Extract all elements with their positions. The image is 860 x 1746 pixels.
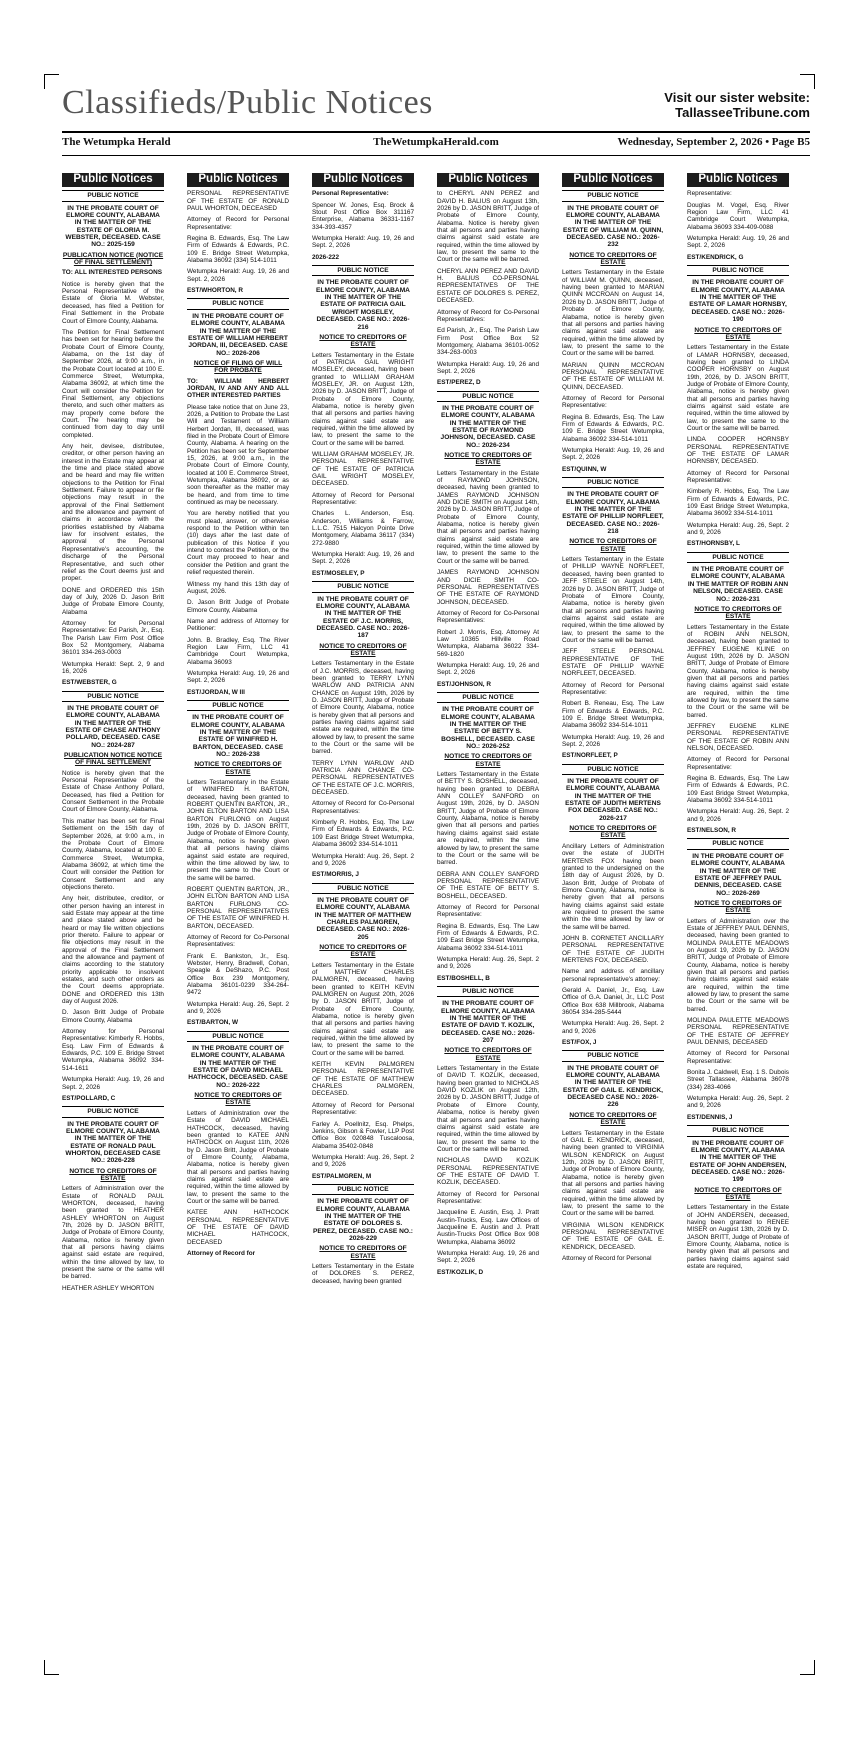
notice-paragraph: Ancillary Letters of Administration over the estate of JUDITH MERTENS FOX having been granted to the undersigned on the 18th day of August 2026, by D. Jason Britt, Judge of Probate of Elmore County, Alabama, notice is hereby given that all persons having claims against said estate are required to present the same within the time allowed by law or the same will be barred. (562, 842, 664, 931)
notice-paragraph: Attorney of Record for Personal Representative: (187, 216, 289, 231)
notice-paragraph: John. B. Bradley, Esq. The River Region Law Firm, LLC 41 Cambridge Court Wetumpka, Alabama 36093 (187, 636, 289, 666)
notice-paragraph: Attorney of Record for Personal Representative: (687, 469, 789, 485)
notice-paragraph: ROBERT QUENTIN BARTON, JR., JOHN ELTON BARTON AND LISA BARTON FURLONG CO-PERSONAL REPRESENTATIVES OF THE ESTATE OF WINIFRED H. BARTON, DECEASED. (187, 885, 289, 930)
notice-subtitle: PUBLICATION NOTICE NOTICE OF FINAL SETTLEMENT (63, 752, 163, 767)
notice-label: PUBLIC NOTICE (687, 552, 789, 563)
notice-subtitle: PUBLICATION NOTICE (NOTICE OF FINAL SETTLEMENT) (62, 251, 164, 267)
notice-paragraph: Please take notice that on June 23, 2026, a Petition to Probate the Last Will and Testament of William Herbert Jordan, III, deceased, was filed in the Probate Court of Elmore County, Alabama. A hearing on the Petition has been set for September 15, 2026, at 9:00 a.m., in the Probate Court of Elmore County, located at 100 E. Commerce Street, Wetumpka, Alabama 36092, or as soon thereafter as the matter may be heard, and from time to time continued as may be necessary. (187, 403, 289, 507)
notice-paragraph: Attorney of Record for Co-Personal Representatives: (187, 933, 289, 949)
notice-paragraph: Witness my hand this 13th day of August, 2026. (187, 580, 289, 595)
notice-paragraph: Farley A. Poellnitz, Esq. Phelps, Jenkins, Gibson & Fowler, LLP Post Office Box 020848 Tuscaloosa, Alabama 35402-0848 (312, 1120, 414, 1150)
notice-paragraph: WILLIAM GRAHAM MOSELEY, JR. PERSONAL REPRESENTATIVE OF THE ESTATE OF PATRICIA GAIL WRIGHT MOSELEY, DECEASED. (312, 451, 414, 488)
notice-paragraph: MOLINDA PAULETTE MEADOWS PERSONAL REPRESENTATIVE OF THE ESTATE OF JEFFREY PAUL DENNIS, DECEASED (687, 1017, 789, 1047)
notice-paragraph: Ed Parish, Jr., Esq. The Parish Law Firm Post Office Box 52 Montgomery, Alabama 36101-0052 334-263-0003 (437, 327, 539, 357)
notice-label: PUBLIC NOTICE (312, 581, 414, 592)
notice-paragraph: Attorney of Record for Co-Personal Representatives: (312, 800, 414, 815)
notice-paragraph: TERRY LYNN WARLOW AND PATRICIA ANN CHANCE CO-PERSONAL REPRESENTATIVES OF THE ESTATE OF J.C. MORRIS, DECEASED. (312, 759, 414, 797)
notice-code: EST/HORNSBY, L (687, 540, 740, 548)
notice-paragraph: Kimberly R. Hobbs, Esq. The Law Firm of Edwards & Edwards, P.C. 109 East Bridge Street Wetumpka, Alabama 36092 334-514-1011 (687, 488, 789, 518)
notice-label: PUBLIC NOTICE (187, 298, 289, 309)
notice-subtitle: NOTICE TO CREDITORS OF ESTATE (444, 452, 532, 467)
notice-paragraph: Attorney of Record for Personal (562, 1255, 652, 1262)
notice-label: PUBLIC NOTICE (312, 265, 414, 276)
court-caption: IN THE PROBATE COURT OF ELMORE COUNTY, ALABAMA IN THE MATTER OF THE ESTATE OF RONALD PAUL WHORTON, DECEASED CASE NO.: 2026-228 (65, 1120, 161, 1165)
notice-code: EST/WHORTON, R (187, 287, 243, 295)
notice-column-2 (187, 173, 289, 1643)
column-header: Public Notices (562, 173, 664, 187)
crop-mark-top-left (44, 74, 59, 89)
notice-column-6 (687, 173, 789, 1643)
notice-code: EST/MOSELEY, P (312, 569, 365, 577)
notice-code: EST/WEBSTER, G (62, 679, 117, 687)
notice-paragraph: Wetumpka Herald: Aug. 19, 26 and Sept. 2, 2026 (62, 1076, 164, 1091)
notice-code: Personal Representative: (312, 190, 389, 198)
notice-label: PUBLIC NOTICE (437, 986, 539, 997)
notice-paragraph: Wetumpka Herald: Aug. 26, Sept. 2 and 9, 2026 (687, 808, 789, 823)
date-and-page: Wednesday, September 2, 2026 • Page B5 (617, 136, 810, 148)
notice-paragraph: PERSONAL REPRESENTATIVE OF THE ESTATE OF RONALD PAUL WHORTON, DECEASED (187, 190, 289, 213)
notice-paragraph: Name and address of Attorney for Petitioner: (187, 617, 289, 633)
column-header: Public Notices (687, 173, 789, 187)
notice-paragraph: You are hereby notified that you must plead, answer, or otherwise respond to the Petition within ten (10) days after the last date of publication of this Notice if you intend to contest the Petition, or the Court may proceed to hear and consider the Petition and grant the relief requested therein. (187, 510, 289, 577)
notice-code: EST/QUINN, W (562, 465, 607, 473)
notice-subtitle: NOTICE TO CREDITORS OF ESTATE (319, 333, 407, 349)
notice-subtitle: NOTICE TO CREDITORS OF ESTATE (569, 538, 657, 553)
notice-paragraph: Wetumpka Herald: Aug. 26, Sept. 2 and 9, 2026 (312, 852, 414, 867)
notice-subtitle: NOTICE TO CREDITORS OF ESTATE (569, 251, 657, 267)
notice-subtitle: NOTICE TO CREDITORS OF ESTATE (319, 642, 407, 657)
notice-paragraph: Letters Testamentary in the Estate of JOHN ANDERSEN, deceased, having been granted to RENEE MISER on August 13th, 2026 by D. JASON BRITT, Judge of Probate of Elmore County, Alabama, notice is hereby given that all persons and parties having claims against said estate are required, (687, 1204, 789, 1270)
notice-paragraph: to CHERYL ANN PEREZ and DAVID H. BALIUS on August 13th, 2026 by D. JASON BRITT, Judge of Probate of Elmore County, Alabama. Notice is hereby given that all persons and parties having claims against said estate are required, within the time allowed by law, to present the same to the Court or the same will be barred. (437, 190, 539, 264)
notice-paragraph: JEFF STEELE PERSONAL REPRESENTATIVE OF THE ESTATE OF PHILLIP WAYNE NORFLEET, DECEASED. (562, 648, 664, 678)
notice-code: TO: WILLIAM HERBERT JORDAN, IV AND ANY AND ALL OTHER INTERESTED PARTIES (187, 377, 289, 400)
top-rule (62, 131, 810, 133)
notice-paragraph: Wetumpka Herald: Aug. 19, 26 and Sept. 2, 2026 (312, 551, 414, 566)
notice-paragraph: JOHN B. CORNETET ANCILLARY PERSONAL REPRESENTATIVE OF THE ESTATE OF JUDITH MERTENS FOX, DECEASED. (562, 934, 664, 964)
notice-paragraph: Letters Testamentary in the Estate of DAVID T. KOZLIK, deceased, having been granted to NICHOLAS DAVID KOZLIK on August 12th, 2026 by D. JASON BRITT, Judge of Probate of Elmore County, Alabama, notice is hereby given that all persons and parties having claims against said estate are required, within the time allowed by law, to present the same to the Court or the same will be barred. (437, 1065, 539, 1153)
notice-label: PUBLIC NOTICE (687, 1125, 789, 1136)
paper-website: TheWetumpkaHerald.com (373, 136, 499, 148)
notice-subtitle: NOTICE TO CREDITORS OF ESTATE (69, 1167, 157, 1182)
notice-paragraph: Attorney of Record for Personal Representative: (312, 1101, 414, 1117)
notice-label: PUBLIC NOTICE (62, 190, 164, 201)
notice-paragraph: Letters Testamentary in the Estate of WINIFRED H. BARTON, deceased, having been granted to ROBERT QUENTIN BARTON, JR., JOHN ELTON BARTON AND LISA BARTON FURLONG on August 19th, 2026 by D. JASON BRITT, Judge of Probate of Elmore County, Alabama, notice is hereby given that all persons having claims against said estate are required, within the time allowed by law, to present the same to the Court or the same will be barred. (187, 779, 289, 882)
notice-paragraph: Letters Testamentary in the Estate of J.C. MORRIS, deceased, having been granted to TERRY LYNN WARLOW AND PATRICIA ANN CHANCE on August 19th, 2026 by D. JASON BRITT, Judge of Probate of Elmore County, Alabama, notice is hereby given that all persons and parties having claims against said estate are required, within the time allowed by law, to present the same to the Court or the same will be barred. (312, 660, 414, 756)
court-caption: IN THE PROBATE COURT OF ELMORE COUNTY, ALABAMA IN THE MATTER OF THE ESTATE OF RAYMOND JOHNSON, DECEASED. CASE NO.: 2026-234 (440, 404, 536, 449)
notice-label: PUBLIC NOTICE (562, 477, 664, 488)
notice-paragraph: Any heir, devisee, distributee, creditor, or other person having an interest in the Estate may appear at the time and place stated above and be heard and may file written objections to the Petition for Final Settlement. Failure to appear or file objections may result in the approval of the Final Settlement and the allowance and payment of claims in accordance with the priorities established by Alabama law for insolvent estates, the approval of the Personal Representative's accounting, the discharge of the Personal Representative, and such other relief as the Court deems just and proper. (62, 443, 164, 583)
notice-paragraph: Wetumpka Herald: Sept. 2, 9 and 16, 2026 (62, 660, 164, 675)
notice-code: EST/NELSON, R (687, 827, 737, 835)
notice-paragraph: Attorney of Record for Personal Representative: (437, 903, 539, 919)
notice-column-4 (437, 173, 539, 1643)
notice-paragraph: Attorney of Record for Co-Personal Representatives: (437, 308, 539, 323)
notice-paragraph: Notice is hereby given that the Personal Representative of the Estate of Chase Anthony Pollard, Deceased, has filed a Petition for Consent Settlement in the Probate Court of Elmore County, Alabama. (62, 769, 164, 814)
notice-paragraph: Wetumpka Herald: Aug. 19, 26 and Sept. 2, 2026 (437, 1250, 539, 1265)
court-caption: IN THE PROBATE COURT OF ELMORE COUNTY, ALABAMA IN THE MATTER OF THE ESTATE OF PATRICIA GAIL WRIGHT MOSELEY, DECEASED. CASE NO.: 2026-216 (316, 279, 410, 331)
folio-rule (62, 155, 810, 156)
notice-code: EST/NORFLEET, P (562, 752, 618, 760)
notice-paragraph: Letters Testamentary in the Estate of GAIL E. KENDRICK, deceased, having been granted to VIRGINIA WILSON KENDRICK on August 12th, 2026 by D. JASON BRITT, Judge of Probate of Elmore County, Alabama, notice is hereby given that all persons and parties having claims against said estate are required, within the time allowed by law, to present the same to the Court or the same will be barred. (562, 1129, 664, 1218)
notice-paragraph: Wetumpka Herald: Aug. 19, 26 and Sept. 2, 2026 (312, 235, 414, 250)
notice-paragraph: Letters of Administration over the Estate of DAVID MICHAEL HATHCOCK, deceased, having been granted to KATEE ANN HATHCOCK on August 11th, 2026 by D. Jason Britt, Judge of Probate of Elmore County, Alabama, Alabama, notice is hereby given that all persons and parties having claims against said estate are required, within the time allowed by law, to present the same to the Court or the same will be barred. (187, 1109, 289, 1205)
notice-subtitle: NOTICE TO CREDITORS OF ESTATE (569, 825, 657, 840)
notice-paragraph: Regina B. Edwards, Esq. The Law Firm of Edwards & Edwards, P.C. 109 E. Bridge Street Wetumpka, Alabama 36092 334-514-1011 (562, 413, 664, 443)
notice-paragraph: The Petition for Final Settlement has been set for hearing before the Probate Court of Elmore County, Alabama, on the 1st day of September 2026, at 9:00 a.m., in the Probate Court located at 100 E. Commerce Street, Wetumpka, Alabama 36092, at which time the Court will consider the Petition for Final Settlement, any objections thereto, and such other matters as may properly come before the Court. The hearing may be continued from day to day until completed. (62, 328, 164, 439)
notice-paragraph: KATEE ANN HATHCOCK PERSONAL REPRESENTATIVE OF THE ESTATE OF DAVID MICHAEL HATHCOCK, DECEASED (187, 1209, 289, 1246)
notice-label: PUBLIC NOTICE (562, 1050, 664, 1061)
notice-code: 2026-222 (312, 253, 340, 261)
notice-code: EST/DENNIS, J (687, 1113, 733, 1121)
notice-paragraph: Regina B. Edwards, Esq. The Law Firm of Edwards & Edwards, P.C. 109 East Bridge Street Wetumpka, Alabama 36092 334-514-1011 (437, 922, 539, 952)
notice-paragraph: DEBRA ANN COLLEY SANFORD PERSONAL REPRESENTATIVE OF THE ESTATE OF BETTY S. BOSHELL, DECEASED. (437, 870, 539, 900)
court-caption: IN THE PROBATE COURT OF ELMORE COUNTY, ALABAMA IN THE MATTER OF THE ESTATE OF DAVID MICHAEL HATHCOCK, DECEASED. CASE NO.: 2026-222 (188, 1045, 288, 1089)
notice-code: EST/POLLARD, C (62, 1094, 116, 1102)
notice-label: PUBLIC NOTICE (562, 764, 664, 775)
folio-line (62, 136, 810, 152)
notice-label: PUBLIC NOTICE (687, 838, 789, 849)
notice-paragraph: D. Jason Britt Judge of Probate Elmore County, Alabama (187, 599, 289, 614)
promo-site: TallasseeTribune.com (675, 105, 810, 120)
notice-paragraph: Wetumpka Herald: Aug. 26, Sept. 2 and 9, 2026 (312, 1153, 414, 1169)
notice-column-5 (562, 173, 664, 1643)
crop-mark-bottom-right (800, 1660, 815, 1675)
notice-code: EST/BOSHELL, B (437, 974, 490, 982)
notice-paragraph: Wetumpka Herald: Aug. 19, 26 and Sept. 2, 2026 (562, 447, 664, 462)
column-header: Public Notices (437, 173, 539, 187)
court-caption: IN THE PROBATE COURT OF ELMORE COUNTY, ALABAMA IN THE MATTER OF THE ESTATE OF JEFFREY PAUL DENNIS, DECEASED. CASE NO.: 2026-269 (691, 852, 785, 897)
notice-code: EST/JOHNSON, R (437, 680, 491, 688)
notice-paragraph: Gerald A. Daniel, Jr., Esq. Law Office of G.A. Daniel, Jr., LLC Post Office Box 638 Millbrook, Alabama 36054 334-285-5444 (562, 987, 664, 1017)
crop-mark-top-right (800, 74, 815, 89)
notice-paragraph: CHERYL ANN PEREZ AND DAVID H. BALIUS CO-PERSONAL REPRESENTATIVES OF THE ESTATE OF DOLORES S. PEREZ, DECEASED. (437, 267, 539, 305)
court-caption: IN THE PROBATE COURT OF ELMORE COUNTY, ALABAMA IN THE MATTER OF THE ESTATE OF WILLIAM HERBERT JORDAN, III, DECEASED. CASE NO.: 2026-206 (188, 312, 288, 357)
notice-subtitle: NOTICE OF FILING OF WILL FOR PROBATE (193, 359, 283, 375)
notice-code: EST/PEREZ, D (437, 379, 481, 387)
court-caption: IN THE PROBATE COURT OF ELMORE COUNTY, ALABAMA IN THE MATTER OF THE ESTATE OF WINIFRED H. BARTON, DECEASED. CASE NO.: 2026-238 (191, 714, 285, 759)
notice-paragraph: Wetumpka Herald: Aug. 26, Sept. 2 and 9, 2026 (687, 1095, 789, 1110)
notice-label: PUBLIC NOTICE (187, 700, 289, 711)
court-caption: IN THE PROBATE COURT OF ELMORE COUNTY, ALABAMA IN THE MATTER OF THE ESTATE OF DAVID T. KOZLIK, DECEASED. CASE NO.: 2026-207 (441, 1000, 535, 1045)
notice-paragraph: Letters Testamentary in the Estate of DOLORES S. PEREZ, deceased, having been granted (312, 1263, 414, 1285)
notice-subtitle: NOTICE TO CREDITORS OF ESTATE (694, 1186, 782, 1201)
notice-paragraph: Attorney of Record for Personal Representative: (687, 1050, 789, 1065)
notice-paragraph: Wetumpka Herald: Aug. 26, Sept. 2 and 9, 2026 (562, 1020, 664, 1035)
notice-label: PUBLIC NOTICE (312, 1184, 414, 1195)
masthead (62, 84, 810, 122)
notice-paragraph: JEFFREY EUGENE KLINE PERSONAL REPRESENTATIVE OF THE ESTATE OF ROBIN ANN NELSON, DECEASED. (687, 723, 789, 753)
column-header: Public Notices (312, 173, 414, 187)
notice-code: EST/KOZLIK, D (437, 1268, 484, 1276)
notice-subtitle: NOTICE TO CREDITORS OF ESTATE (569, 1111, 657, 1127)
notice-paragraph: Attorney of Record for Personal Representative: (687, 756, 789, 771)
notice-paragraph: Letters of Administration over the Estate of RONALD PAUL WHORTON, deceased, having been granted to HEATHER ASHLEY WHORTON on August 7th, 2026 by D. JASON BRITT, Judge of Probate of Elmore County, Alabama, notice is hereby given that all persons having claims against said estate are required, within the time allowed by law, to present the same or the same will be barred. (62, 1185, 164, 1281)
notice-paragraph: Attorney of Record for Personal Representative: (562, 394, 664, 410)
notice-column-3 (312, 173, 414, 1643)
notice-paragraph: Letters Testamentary in the Estate of WILLIAM M. QUINN, deceased, having been granted to MARIAN QUINN MCCROAN on August 14, 2026 by D. JASON BRITT, Judge of Probate of Elmore County, Alabama, notice is hereby given that all persons and parties having claims against said estate are required, within the time allowed by law, to present the same to the Court or the same will be barred. (562, 269, 664, 358)
court-caption: IN THE PROBATE COURT OF ELMORE COUNTY, ALABAMA IN THE MATTER OF ROBIN ANN NELSON, DECEASED. CASE NO.: 2026-231 (687, 566, 789, 603)
court-caption: IN THE PROBATE COURT OF ELMORE COUNTY, ALABAMA IN THE MATTER OF THE ESTATE OF J.C. MORRIS, DECEASED. CASE NO.: 2026-187 (316, 595, 410, 640)
notice-paragraph: Douglas M. Vogel, Esq. River Region Law Firm, LLC 41 Cambridge Court Wetumpka, Alabama 36093 334-409-0088 (687, 201, 789, 231)
notice-paragraph: VIRGINIA WILSON KENDRICK PERSONAL REPRESENTATIVE OF THE ESTATE OF GAIL E. KENDRICK, DECEASED. (562, 1221, 664, 1251)
notice-paragraph: JAMES RAYMOND JOHNSON AND DICIE SMITH CO-PERSONAL REPRESENTATIVES OF THE ESTATE OF RAYMOND JOHNSON, DECEASED. (437, 569, 539, 606)
court-caption: IN THE PROBATE COURT OF ELMORE COUNTY, ALABAMA IN THE MATTER OF THE ESTATE OF DOLORES S. PEREZ, DECEASED. CASE NO.: 2026-229 (312, 1198, 414, 1242)
notice-paragraph: Robert J. Morris, Esq. Attorney At Law 10365 Hillville Road Wetumpka, Alabama 36022 334-569-1820 (437, 628, 539, 658)
notice-paragraph: KEITH KEVIN PALMGREN PERSONAL REPRESENTATIVE OF THE ESTATE OF MATTHEW CHARLES PALMGREN, DECEASED. (312, 1061, 414, 1098)
paper-name: The Wetumpka Herald (62, 136, 171, 148)
notice-paragraph: DONE and ORDERED this 15th day of July, 2026 D. Jason Britt Judge of Probate Elmore County, Alabama (62, 586, 164, 616)
notice-paragraph: LINDA COOPER HORNSBY PERSONAL REPRESENTATIVE OF THE ESTATE OF LAMAR HORNSBY, DECEASED. (687, 436, 789, 466)
crop-mark-bottom-left (44, 1660, 59, 1675)
notice-subtitle: NOTICE TO CREDITORS OF ESTATE (194, 1092, 282, 1107)
court-caption: IN THE PROBATE COURT OF ELMORE COUNTY, ALABAMA IN THE MATTER OF MATTHEW CHARLES PALMGREN, DECEASED. CASE NO.: 2026-205 (314, 896, 412, 941)
notice-paragraph: Letters of Administration over the Estate of JEFFREY PAUL DENNIS, deceased, having been granted to MOLINDA PAULETTE MEADOWS on August 19, 2026 by D. JASON BRITT, Judge of Probate of Elmore County, Alabama, notice is hereby given that all persons and parties having claims against said estate are required, within the time allowed by law, to present the same to the Court or the same will be barred. (687, 917, 789, 1013)
notice-code: EST/JORDAN, W III (187, 688, 245, 696)
notice-paragraph: Wetumpka Herald: Aug. 19, 26 and Sept. 2, 2026 (437, 360, 539, 375)
notice-paragraph: Letters Testamentary in the Estate of PHILLIP WAYNE NORFLEET, deceased, having been granted to JEFF STEELE on August 14th, 2026 by D. JASON BRITT, Judge of Probate of Elmore County, Alabama, notice is hereby given that all persons and parties having claims against said estate are required, within the time allowed by law, to present the same to the Court or the same will be barred. (562, 556, 664, 644)
notice-paragraph: Attorney of Record for Personal Representative: (562, 681, 664, 696)
notice-paragraph: NICHOLAS DAVID KOZLIK PERSONAL REPRESENTATIVE OF THE ESTATE OF DAVID T. KOZLIK, DECEASED. (437, 1157, 539, 1187)
notice-code: EST/FOX, J (562, 1039, 597, 1047)
notice-paragraph: Spencer W. Jones, Esq. Brock & Stout Post Office Box 311167 Enterprise, Alabama 36331-1167 334-393-4357 (312, 201, 414, 231)
court-caption: IN THE PROBATE COURT OF ELMORE COUNTY, ALABAMA IN THE MATTER OF THE ESTATE OF JOHN ANDERSEN, DECEASED. CASE NO.: 2026-199 (689, 1139, 787, 1184)
notice-paragraph: Notice is hereby given that the Personal Representative of the Estate of Gloria M. Webster, deceased, has filed a Petition for Final Settlement in the Probate Court of Elmore County, Alabama. (62, 280, 164, 325)
notice-paragraph: Regina B. Edwards, Esq. The Law Firm of Edwards & Edwards, P.C. 109 E. Bridge Street Wetumpka, Alabama 36092 (334) 514-1011 (187, 235, 289, 265)
notice-paragraph: Wetumpka Herald: Aug. 19, 26 and Sept. 2, 2026 (187, 268, 289, 283)
notice-paragraph: Charles L. Anderson, Esq. Anderson, Williams & Farrow, L.L.C. 7515 Halcyon Pointe Drive Montgomery, Alabama 36117 (334) 272-9880 (312, 510, 414, 547)
notice-paragraph: Name and address of ancillary personal representative's attorney: (562, 968, 664, 983)
notice-paragraph: Representative: (687, 190, 732, 198)
notice-paragraph: Attorney of Record for Co-Personal Representatives: (437, 609, 539, 625)
notice-paragraph: Letters Testamentary in the Estate of BETTY S. BOSHELL, deceased, having been granted to DEBRA ANN COLLEY SANFORD on August 19th, 2026, by D. JASON BRITT, Judge of Probate of Elmore County, Alabama, notice is hereby given that all persons and parties having claims against said estate are required, within the time allowed by law, to present the same to the Court or the same will be barred. (437, 771, 539, 867)
court-caption: IN THE PROBATE COURT OF ELMORE COUNTY, ALABAMA IN THE MATTER OF THE ESTATE OF JUDITH MERTENS FOX DECEASED. CASE NO.: 2026-217 (565, 778, 661, 822)
notice-label: PUBLIC NOTICE (562, 190, 664, 201)
notice-label: PUBLIC NOTICE (312, 883, 414, 894)
notice-paragraph: Robert B. Reneau, Esq. The Law Firm of Edwards & Edwards, P.C. 109 E. Bridge Street Wetumpka, Alabama 36092 334-514-1011 (562, 700, 664, 730)
notice-code: Attorney of Record for (187, 1250, 256, 1257)
notice-paragraph: Letters Testamentary in the Estate of ROBIN ANN NELSON, deceased, having been granted to JEFFREY EUGENE KLINE on August 19th, 2026 by D. JASON BRITT, Judge of Probate of Elmore County, Alabama, notice is hereby given that all persons and parties having claims against said estate are required, within the time allowed by law, to present the same to the Court or the same will be barred. (687, 623, 789, 719)
notice-paragraph: HEATHER ASHLEY WHORTON (62, 1284, 154, 1292)
court-caption: IN THE PROBATE COURT OF ELMORE COUNTY, ALABAMA IN THE MATTER OF THE ESTATE OF GLORIA M. WEBSTER, DECEASED. CASE NO.: 2025-159 (65, 204, 161, 249)
notice-paragraph: Letters Testamentary in the Estate of MATTHEW CHARLES PALMGREN, deceased, having been granted to KEITH KEVIN PALMGREN on August 20th, 2026 by D. JASON BRITT, Judge of Probate of Elmore County, Alabama, notice is hereby given that all persons and parties having claims against said estate are required, within the time allowed by law, to present the same to the Court or the same will be barred. (312, 961, 414, 1057)
notice-subtitle: NOTICE TO CREDITORS OF ESTATE (694, 605, 782, 621)
sister-site-promo (664, 90, 810, 120)
notice-subtitle: NOTICE TO CREDITORS OF ESTATE (694, 326, 782, 341)
notice-paragraph: Letters Testamentary in the Estate of LAMAR HORNSBY, deceased, having been granted to LINDA COOPER HORNSBY on August 19th, 2026, by D. JASON BRITT, Judge of Probate of Elmore County, Alabama, notice is hereby given that all persons and parties having claims against said estate are required, within the time allowed by law, to present the same to the Court or the same will be barred. (687, 344, 789, 432)
notice-paragraph: Letters Testamentary in the Estate of PATRICIA GAIL WRIGHT MOSELEY, deceased, having been granted to WILLIAM GRAHAM MOSELEY, JR. on August 12th, 2026 by D. JASON BRITT, Judge of Probate of Elmore County, Alabama, notice is hereby given that all persons and parties having claims against said estate are required, within the time allowed by law, to present the same to the Court or the same will be barred. (312, 351, 414, 447)
notice-subtitle: NOTICE TO CREDITORS OF ESTATE (319, 1245, 407, 1260)
court-caption: IN THE PROBATE COURT OF ELMORE COUNTY, ALABAMA IN THE MATTER OF THE ESTATE OF GAIL E. KENDRICK, DECEASED CASE NO.: 2026-226 (562, 1064, 663, 1109)
notice-label: PUBLIC NOTICE (62, 691, 164, 702)
notice-paragraph: Letters Testamentary in the Estate of RAYMOND JOHNSON, deceased, having been granted to JAMES RAYMOND JOHNSON AND DICIE SMITH on August 14th, 2026 by D. JASON BRITT, Judge of Probate of Elmore County, Alabama, notice is hereby given that all persons and parties having claims against said estate are required, within the time allowed by law, to present the same to the Court or the same will be barred. (437, 469, 539, 565)
notice-paragraph: This matter has been set for Final Settlement on the 15th day of September 2026, at 9:00 a.m., in the Probate Court of Elmore County, Alabama, located at 100 E. Commerce Street, Wetumpka, Alabama 36092, at which time the Court will consider the Petition for Consent Settlement and any objections thereto. (62, 817, 164, 891)
notice-paragraph: Regina B. Edwards, Esq. The Law Firm of Edwards & Edwards, P.C. 109 East Bridge Street Wetumpka, Alabama 36092 334-514-1011 (687, 775, 789, 805)
notice-paragraph: Wetumpka Herald: Aug. 19, 26 and Sept. 2, 2026 (187, 669, 289, 685)
notice-subtitle: NOTICE TO CREDITORS OF ESTATE (444, 1047, 532, 1062)
court-caption: IN THE PROBATE COURT OF ELMORE COUNTY, ALABAMA IN THE MATTER OF THE ESTATE OF CHASE ANTHONY POLLARD, DECEASED. CASE NO.: 2024-287 (65, 705, 161, 749)
notice-subtitle: NOTICE TO CREDITORS OF ESTATE (194, 761, 282, 776)
notice-label: PUBLIC NOTICE (687, 265, 789, 276)
notice-subtitle: NOTICE TO CREDITORS OF ESTATE (319, 943, 407, 959)
notice-paragraph: Wetumpka Herald: Aug. 19, 26 and Sept. 2, 2026 (437, 661, 539, 677)
notice-paragraph: Jacqueline E. Austin, Esq. J. Pratt Austin-Trucks, Esq. Law Offices of Jacqueline E. Austin and J. Pratt Austin-Trucks Post Office Box 908 Wetumpka, Alabama 36092 (437, 1209, 539, 1246)
notice-paragraph: Kimberly R. Hobbs, Esq. The Law Firm of Edwards & Edwards, P.C. 109 East Bridge Street Wetumpka, Alabama 36092 334-514-1011 (312, 819, 414, 849)
notice-label: PUBLIC NOTICE (437, 692, 539, 703)
notice-paragraph: Wetumpka Herald: Aug. 19, 26 and Sept. 2, 2026 (687, 235, 789, 250)
notice-code: EST/MORRIS, J (312, 871, 359, 879)
notice-paragraph: MARIAN QUINN MCCROAN PERSONAL REPRESENTATIVE OF THE ESTATE OF WILLIAM M. QUINN, DECEASED. (562, 361, 664, 391)
notice-code: EST/KENDRICK, G (687, 253, 744, 261)
column-header: Public Notices (187, 173, 289, 187)
notice-paragraph: Attorney of Record for Personal Representative: (312, 491, 414, 507)
court-caption: IN THE PROBATE COURT OF ELMORE COUNTY, ALABAMA IN THE MATTER OF THE ESTATE OF WILLIAM M. QUINN, DECEASED. CASE NO.: 2026-232 (562, 204, 664, 249)
promo-line: Visit our sister website: (664, 90, 810, 105)
column-header: Public Notices (62, 173, 164, 187)
notice-code: EST/BARTON, W (187, 1019, 239, 1027)
notice-label: PUBLIC NOTICE (437, 391, 539, 402)
notice-paragraph: Attorney of Record for Personal Representative: (437, 1190, 539, 1205)
notice-paragraph: D. Jason Britt Judge of Probate Elmore County, Alabama (62, 1009, 164, 1024)
court-caption: IN THE PROBATE COURT OF ELMORE COUNTY, ALABAMA IN THE MATTER OF THE ESTATE OF LAMAR HORNSBY, DECEASED. CASE NO.: 2026-190 (689, 279, 787, 324)
notice-paragraph: Wetumpka Herald: Aug. 26, Sept. 2 and 9, 2026 (687, 521, 789, 537)
notice-paragraph: Wetumpka Herald: Aug. 19, 26 and Sept. 2, 2026 (562, 733, 664, 749)
notice-code: TO: ALL INTERESTED PERSONS (62, 269, 163, 277)
notice-code: EST/PALMGREN, M (312, 1172, 372, 1180)
notice-label: PUBLIC NOTICE (187, 1031, 289, 1042)
notice-paragraph: Frank E. Bankston, Jr., Esq. Webster, Henry, Bradwell, Cohan, Speagle & DeShazo, P.C. Post Office Box 239 Montgomery, Alabama 36101-0239 334-264-9472 (187, 952, 289, 997)
notice-paragraph: Any heir, distributee, creditor, or other person having an interest in said Estate may appear at the time and place stated above and be heard or may file written objections prior thereto. Failure to appear or file objections may result in the approval of the Final Settlement and the allowance and payment of claims according to the statutory priority applicable to insolvent estates, and such other orders as the Court deems appropriate. DONE and ORDERED this 13th day of August 2026. (62, 895, 164, 1006)
notice-paragraph: Attorney for Personal Representative: Ed Parish, Jr., Esq. The Parish Law Firm Post Office Box 52 Montgomery, Alabama 36101 334-263-0003 (62, 619, 164, 657)
notice-subtitle: NOTICE TO CREDITORS OF ESTATE (694, 899, 782, 915)
notice-paragraph: Wetumpka Herald: Aug. 26, Sept. 2 and 9, 2026 (187, 1000, 289, 1016)
notice-subtitle: NOTICE TO CREDITORS OF ESTATE (444, 753, 532, 768)
notice-paragraph: Wetumpka Herald: Aug. 26, Sept. 2 and 9, 2026 (437, 955, 539, 971)
court-caption: IN THE PROBATE COURT OF ELMORE COUNTY, ALABAMA IN THE MATTER OF THE ESTATE OF BETTY S. BOSHELL, DECEASED. CASE NO.: 2026-252 (441, 706, 535, 751)
section-title: Classifieds/Public Notices (62, 84, 433, 121)
notice-column-1 (62, 173, 164, 1643)
notice-paragraph: Attorney for Personal Representative: Kimberly R. Hobbs, Esq. Law Firm of Edwards & Edwards, P.C. 109 E. Bridge Street Wetumpka, Alabama 36092 334-514-1611 (62, 1028, 164, 1072)
notice-paragraph: Bonita J. Caldwell, Esq. 1 S. Dubois Street Tallassee, Alabama 36078 (334) 283-4066 (687, 1069, 789, 1091)
notice-label: PUBLIC NOTICE (62, 1106, 164, 1117)
court-caption: IN THE PROBATE COURT OF ELMORE COUNTY, ALABAMA IN THE MATTER OF THE ESTATE OF PHILLIP NORFLEET, DECEASED. CASE NO.: 2026-218 (562, 491, 664, 536)
